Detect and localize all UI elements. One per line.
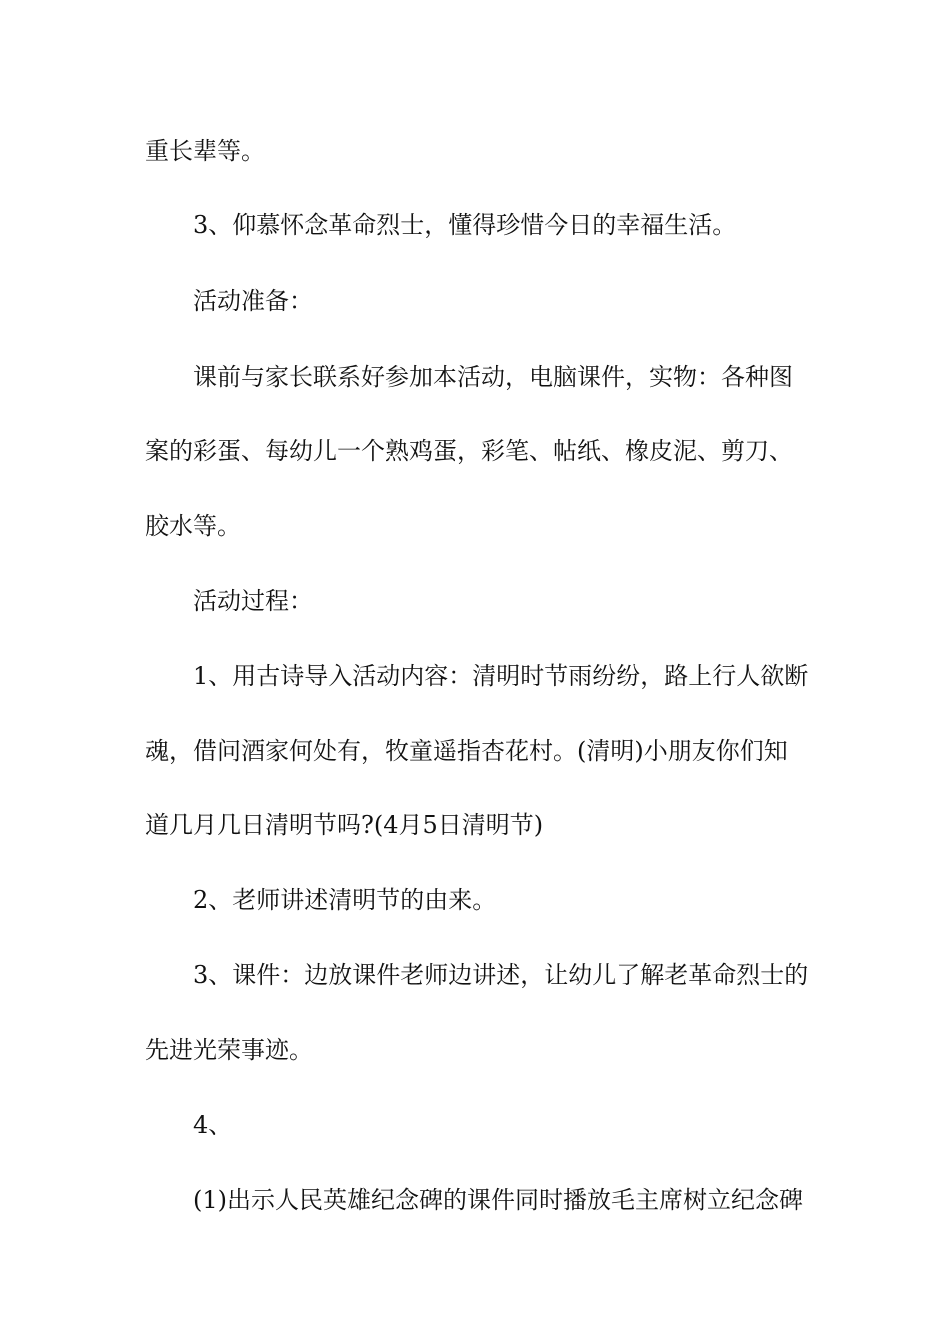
text-line: 2、老师讲述清明节的由来。 <box>193 886 497 914</box>
text-line: 先进光荣事迹。 <box>145 1036 313 1064</box>
section-heading: 活动准备： <box>193 287 313 315</box>
text-line: 道几月几日清明节吗?(4月5日清明节) <box>145 811 544 839</box>
text-line: 1、用古诗导入活动内容：清明时节雨纷纷，路上行人欲断 <box>193 662 809 690</box>
text-line: 胶水等。 <box>145 512 241 540</box>
text-line: 重长辈等。 <box>145 137 265 165</box>
text-line: 魂，借问酒家何处有，牧童遥指杏花村。(清明)小朋友你们知 <box>145 737 788 765</box>
list-number: 4、 <box>193 1111 233 1139</box>
text-line: (1)出示人民英雄纪念碑的课件同时播放毛主席树立纪念碑 <box>193 1186 803 1214</box>
text-line: 课前与家长联系好参加本活动，电脑课件，实物：各种图 <box>193 363 793 391</box>
text-line: 3、课件：边放课件老师边讲述，让幼儿了解老革命烈士的 <box>193 961 809 989</box>
section-heading: 活动过程： <box>193 587 313 615</box>
text-line: 3、仰慕怀念革命烈士，懂得珍惜今日的幸福生活。 <box>193 211 737 239</box>
text-line: 案的彩蛋、每幼儿一个熟鸡蛋，彩笔、帖纸、橡皮泥、剪刀、 <box>145 437 793 465</box>
